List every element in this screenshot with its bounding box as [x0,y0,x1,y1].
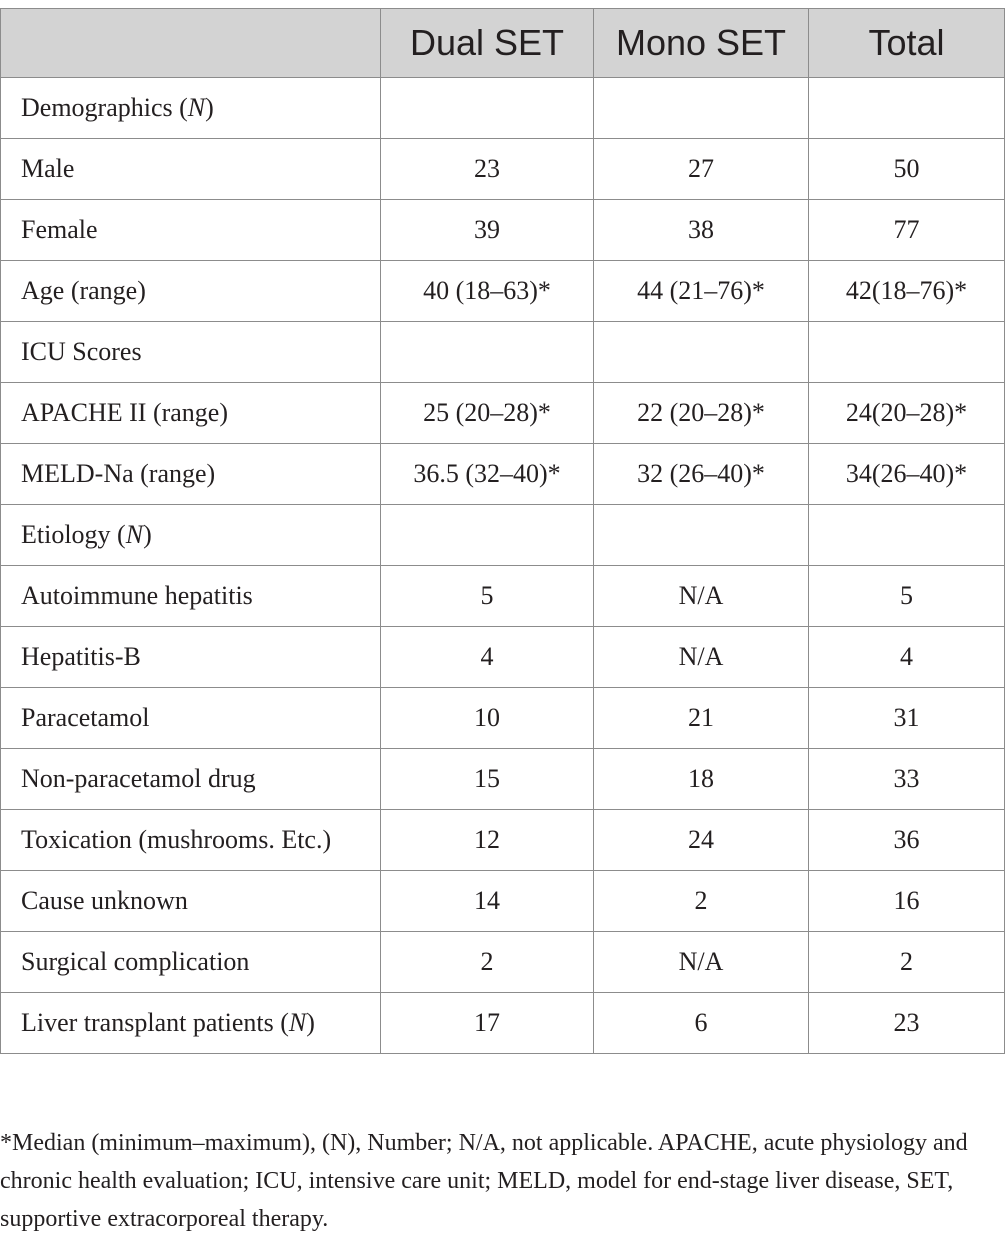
table-row [1,810,1005,871]
row-label [1,444,381,505]
table-cell: 25 (20–28)* [381,383,594,444]
row-label-text: Surgical complication [21,947,250,976]
table-footnote: *Median (minimum–maximum), (N), Number; N/A, not applicable. APACHE, acute physiology and chronic health evaluation; ICU, intensive care unit; MELD, model for end-stage liver disease, SET, supportive extracorporeal therapy. [0,1130,968,1232]
table-cell: 42(18–76)* [809,261,1005,322]
table-row [1,749,1005,810]
row-label-text: Age (range) [21,276,146,305]
row-label-suffix: ) [143,520,152,549]
table-cell: 17 [381,993,594,1054]
row-label-text: Hepatitis-B [21,642,141,671]
patient-characteristics-table [0,8,1005,1054]
row-label-suffix: ) [205,93,214,122]
table-row [1,688,1005,749]
table-cell: 44 (21–76)* [594,261,809,322]
row-label-text: Non-paracetamol drug [21,764,256,793]
table-cell: 2 [381,932,594,993]
table-cell: 22 (20–28)* [594,383,809,444]
row-label-text: Etiology ( [21,520,126,549]
row-label-text: Demographics ( [21,93,188,122]
table-row [1,78,1005,139]
table-row [1,993,1005,1054]
table-cell: 77 [809,200,1005,261]
row-label-text: Liver transplant patients ( [21,1008,289,1037]
table-cell: 5 [809,566,1005,627]
table-cell [809,78,1005,139]
table-row [1,566,1005,627]
table-cell: 36.5 (32–40)* [381,444,594,505]
table-cell [381,78,594,139]
row-label-text: Toxication (mushrooms. Etc.) [21,825,332,854]
table-row [1,444,1005,505]
table-row [1,200,1005,261]
row-label-suffix: ) [306,1008,315,1037]
row-label-text: ICU Scores [21,337,142,366]
table-cell: N/A [594,566,809,627]
row-label-italic: N [288,1008,307,1037]
header-total: Total [809,9,1005,78]
table-row [1,932,1005,993]
table-cell: 21 [594,688,809,749]
row-label-italic: N [187,93,206,122]
table-row [1,322,1005,383]
row-label [1,139,381,200]
table-cell [381,505,594,566]
table-cell: 10 [381,688,594,749]
table-cell: 5 [381,566,594,627]
table-cell: 23 [381,139,594,200]
table-row [1,139,1005,200]
row-label [1,200,381,261]
header-dual-set: Dual SET [381,9,594,78]
table-cell: 14 [381,871,594,932]
table-cell [809,505,1005,566]
table-header-row [1,9,1005,78]
table-row [1,871,1005,932]
row-label-text: Paracetamol [21,703,150,732]
table-cell: 2 [809,932,1005,993]
row-label [1,261,381,322]
table-cell: 50 [809,139,1005,200]
row-label [1,993,381,1054]
row-label [1,749,381,810]
row-label [1,871,381,932]
row-label [1,322,381,383]
table-cell: 39 [381,200,594,261]
table-cell: 38 [594,200,809,261]
table-cell: 12 [381,810,594,871]
table-cell: 16 [809,871,1005,932]
table-cell [809,322,1005,383]
row-label-text: Female [21,215,98,244]
table-cell: 31 [809,688,1005,749]
table-cell [594,78,809,139]
table-cell: 36 [809,810,1005,871]
row-label [1,383,381,444]
row-label [1,810,381,871]
table-cell: 27 [594,139,809,200]
table-cell [381,322,594,383]
table-cell: N/A [594,932,809,993]
table-cell: 40 (18–63)* [381,261,594,322]
table-cell: 24(20–28)* [809,383,1005,444]
table-cell [594,322,809,383]
table-cell [594,505,809,566]
header-mono-set: Mono SET [594,9,809,78]
row-label-text: Cause unknown [21,886,188,915]
row-label [1,932,381,993]
table-cell: 33 [809,749,1005,810]
table-cell: 32 (26–40)* [594,444,809,505]
table-row [1,261,1005,322]
table-cell: 4 [381,627,594,688]
table-cell: 18 [594,749,809,810]
row-label [1,505,381,566]
table-cell: N/A [594,627,809,688]
table-cell: 23 [809,993,1005,1054]
table-cell: 2 [594,871,809,932]
row-label-text: Autoimmune hepatitis [21,581,253,610]
row-label [1,627,381,688]
table-cell: 4 [809,627,1005,688]
row-label [1,688,381,749]
row-label-text: APACHE II (range) [21,398,228,427]
row-label [1,78,381,139]
row-label-italic: N [125,520,144,549]
header-label-column [1,9,381,78]
table-cell: 6 [594,993,809,1054]
table-row [1,505,1005,566]
table-cell: 24 [594,810,809,871]
row-label-text: MELD-Na (range) [21,459,216,488]
row-label [1,566,381,627]
row-label-text: Male [21,154,75,183]
table-body [1,78,1005,1054]
table-cell: 15 [381,749,594,810]
table-row [1,627,1005,688]
table-row [1,383,1005,444]
table-cell: 34(26–40)* [809,444,1005,505]
